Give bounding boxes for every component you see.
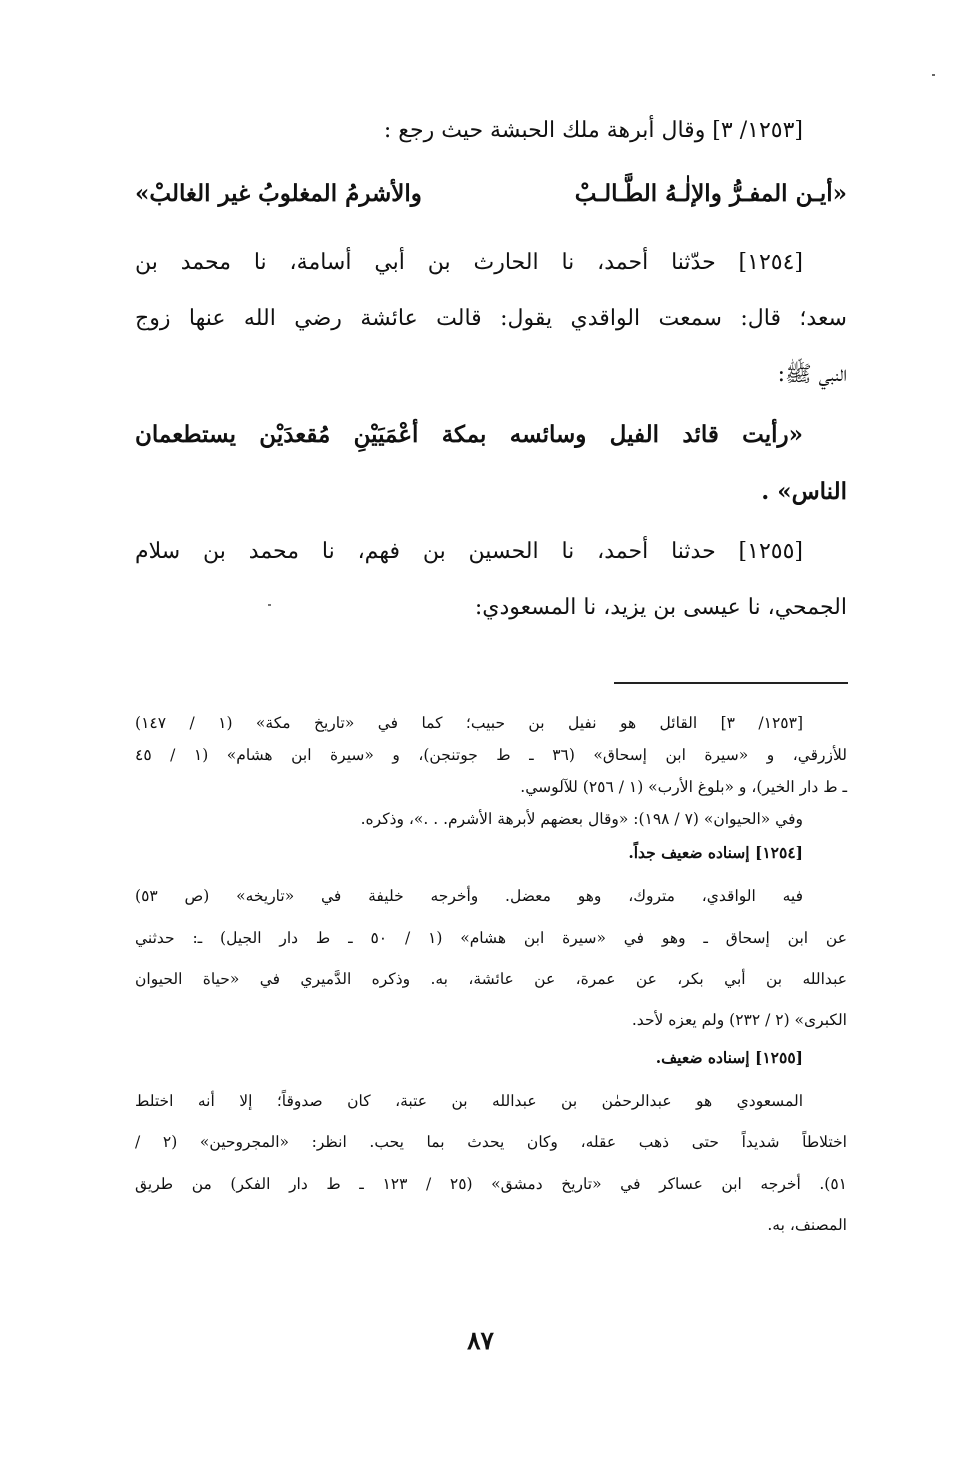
footnote-1254-line-1: فيه الواقدي، متروك، وهو معضل. وأخرجه خليفة في «تاريخه» (ص ٥٣)	[135, 887, 803, 905]
footnote-1255-line-3: ٥١). أخرجه ابن عساكر في «تاريخ دمشق» (٢٥ / ١٢٣ ـ ط دار الفكر) من طريق	[135, 1175, 847, 1193]
hadith-1255-line-2: الجمحي، نا عيسى بن يزيد، نا المسعودي:	[474, 595, 847, 620]
footnote-1255-line-1: المسعودي هو عبدالرحمٰن بن عبدالله بن عتبة، كان صدوقاً؛ إلا أنه اختلط	[135, 1092, 803, 1110]
verse-second-hemistich: والأشرمُ المغلوبُ غير الغالبْ»	[135, 180, 422, 207]
hadith-1253-line: [١٢٥٣/ ٣] وقال أبرهة ملك الحبشة حيث رجع :	[383, 118, 803, 143]
footnote-1255-heading: [١٢٥٥] إسناده ضعيف.	[655, 1048, 803, 1067]
footnote-1255-line-4: المصنف، به.	[767, 1216, 847, 1234]
quote-line-1: «رأيت قائد الفيل وسائسه بمكة أعْمَيَيْنِ مُقعدَيْن يستطعمان	[135, 421, 803, 448]
quote-line-2: الناس» .	[761, 478, 847, 505]
footnote-1254-heading: [١٢٥٤] إسناده ضعيف جداً.	[628, 843, 803, 862]
footnote-1253-line-3: ـ ط دار الخير)، و «بلوغ الأرب» (١ / ٢٥٦) للآلوسي.	[520, 778, 847, 796]
footnote-1255-line-2: اختلاطاً شديداً حتى ذهب عقله، وكان يحدث بما يحب. انظر: «المجروحين» (٢ /	[135, 1133, 847, 1151]
scan-speck	[932, 74, 935, 76]
footnote-1253-line-4: وفي «الحيوان» (٧ / ١٩٨): «وقال بعضهم لأبرهة الأشرم. . .»، وذكره.	[360, 810, 803, 828]
hadith-1254-line-3: النبي ﷺ:	[777, 362, 847, 387]
footnote-1253-line-2: للأزرقي، و «سيرة ابن إسحاق» (٣٦ ـ ط جوتنجن)، و «سيرة ابن هشام» (١ / ٤٥	[135, 746, 847, 764]
page-number: ٨٧	[467, 1326, 494, 1355]
hadith-1254-line-2: سعد؛ قال: سمعت الواقدي يقول: قالت عائشة رضي الله عنها زوج	[135, 306, 847, 331]
verse-first-hemistich: «أيـن المفـرُّ والإلٰـهُ الطَّـالـبْ	[574, 180, 847, 207]
hadith-1254-line-1: [١٢٥٤] حدّثنا أحمد، نا الحارث بن أبي أسامة، نا محمد بن	[135, 250, 803, 275]
footnotes	[135, 0, 847, 1300]
hadith-1255-line-1: [١٢٥٥] حدثنا أحمد، نا الحسين بن فهم، نا محمد بن سلام	[135, 539, 803, 564]
footnote-1253-line-1: [١٢٥٣/ ٣] القائل هو نفيل بن حبيب؛ كما في «تاريخ مكة» (١ / ١٤٧)	[135, 714, 804, 732]
footnote-1254-line-4: الكبرى» (٢ / ٢٣٢) ولم يعزه لأحد.	[631, 1011, 847, 1029]
footnote-1254-line-2: عن ابن إسحاق ـ وهو في «سيرة ابن هشام» (١ / ٥٠ ـ ط دار الجيل) ـ: حدثني	[135, 929, 847, 947]
footnote-1254-line-3: عبدالله بن أبي بكر، عن عمرة، عن عائشة، به. وذكره الدَّميري في «حياة الحيوان	[135, 970, 847, 988]
